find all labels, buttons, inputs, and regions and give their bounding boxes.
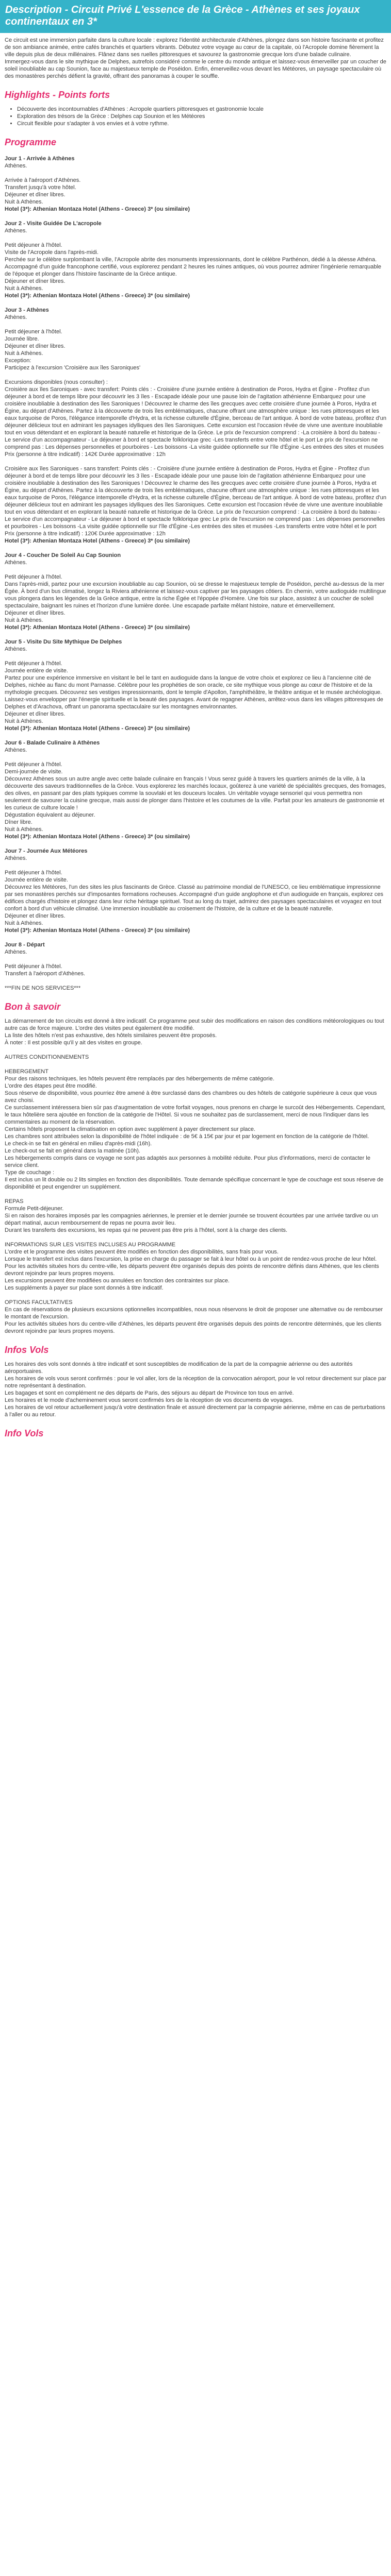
day-text: Arrivée à l'aéroport d'Athènes. (5, 177, 81, 183)
programme-day (5, 638, 386, 732)
day-text: Découvrez Athènes sous un autre angle avec cette balade culinaire en français ! Vous serez guidé à travers les quartiers animés de la ville, à la découverte des saveurs traditionnelles de la Grèce. Vous explorerez les marchés locaux, goûterez à une variété de spécialités grecques, des fromages, des olives, en passant par des plats typiques comme la souvlaki et les douceurs locales. Un véritable voyage sensoriel qui vous permettra non seulement de savourer la cuisine grecque, mais aussi de plonger dans l'histoire et les coutumes de la ville. Parfait pour les amateurs de gastronomie et les curieux de culture locale ! (5, 776, 386, 811)
day-text: Croisière aux îles Saroniques - avec transfert: Points clés : - Croisière d'une journée entière à destination de Poros, Hydra et Égine - Profitez d'un déjeuner à bord et de temps libre pour découvrir les 3 îles - Escapade idéale pour une pause loin de l'agitation athénienne Embarquez pour une croisière inoubliable à destination des îles Saroniques ! Découvrez le charme des îles grecques avec cette croisière d'une journée à Poros, Hydra et Égine, au départ d'Athènes. Partez à la découverte de trois îles emblématiques, chacune offrant une atmosphère unique : les rues pittoresques et les eaux turquoise de Poros, l'élégance intemporelle d'Hydra, et la richesse culturelle d'Égine, berceau de l'art antique. À bord de votre bateau, profitez d'un déjeuner délicieux tout en admirant les paysages idylliques des îles Saroniques. Cette excursion est l'occasion rêvée de vivre une aventure inoubliable tout en vous détendant et en explorant la beauté naturelle et historique de la Grèce. Le prix de l'excursion comprend : -La croisière à bord du bateau -Le service d'un accompagnateur - Le déjeuner à bord et spectacle folklorique grec -Les transferts entre votre hôtel et le port Le prix de l'excursion ne comprend pas : Les dépenses personnelles et pourboires - Les boissons -La visite guidée optionnelle sur l'île d'Égine -Les entrées des sites et musées (5, 386, 387, 450)
day-text: Journée entière de visite. (5, 668, 68, 674)
bon-a-savoir-text: HEBERGEMENT (5, 1069, 48, 1075)
day-text: Petit déjeuner à l'hôtel. (5, 963, 62, 970)
day-text: Nuit à Athènes. (5, 350, 43, 357)
highlight-item: • Découverte des incontournables d'Athènes : Acropole quartiers pittoresques et gastronomie locale (17, 106, 386, 113)
intro-paragraph: Ce circuit est une immersion parfaite dans la culture locale : explorez l'identité architecturale d'Athènes, plongez dans son histoire fascinante et profitez de son ambiance animée, entre cafés branchés et quartiers vibrants. Débutez votre voyage au cœur de la capitale, où l'Acropole domine fièrement la ville depuis plus de deux millénaires. Flânez dans ses ruelles pittoresques et savourez la gastronomie grecque lors d'une balade culinaire. (5, 37, 384, 58)
bon-a-savoir-text: REPAS (5, 1198, 24, 1205)
info-vols-text: Les horaires des vols sont donnés à titre indicatif et sont susceptibles de modification de la part de la compagnie aérienne ou des autorités aéroportuaires. (5, 1361, 353, 1375)
day-hotel: Hotel (3*): Athenian Montaza Hotel (Athens - Greece) 3* (ou similaire) (5, 725, 190, 732)
info-vols-heading: Infos Vols (5, 1345, 49, 1355)
programme-day (5, 941, 386, 992)
day-text: Journée entière de visite. (5, 877, 68, 883)
intro (5, 37, 386, 80)
day-text: Déjeuner et dîner libres. (5, 610, 66, 616)
day-title: Jour 8 - Départ (5, 942, 45, 948)
bon-a-savoir-text: Durant les transferts des excursions, les repas qui ne peuvent pas être pris à l'hôtel, sont à la charge des clients. (5, 1227, 288, 1233)
day-text: Petit déjeuner à l'hôtel. (5, 242, 62, 248)
day-text: Journée libre. (5, 336, 39, 342)
day-title: Jour 3 - Athènes (5, 307, 49, 313)
day-text: Déjeuner et dîner libres. (5, 913, 66, 919)
bon-a-savoir-text: Il est inclus un lit double ou 2 lits simples en fonction des disponibilités. Toute demande spécifique concernant le type de couchage est sous réserve de disponibilité et peut engendrer un supplément. (5, 1177, 384, 1190)
bon-a-savoir-text: Formule Petit-déjeuner. (5, 1206, 64, 1212)
bon-a-savoir-text: Le check-out se fait en général dans la matinée (10h). (5, 1148, 140, 1154)
info-vols-heading-2: Info Vols (5, 1428, 44, 1438)
day-title: Jour 5 - Visite Du Site Mythique De Delphes (5, 639, 122, 645)
day-title: Jour 1 - Arrivée à Athènes (5, 156, 75, 162)
day-text: Nuit à Athènes. (5, 617, 43, 623)
day-text: Transfert à l'aéroport d'Athènes. (5, 971, 86, 977)
day-text: Transfert jusqu'à votre hôtel. (5, 184, 76, 191)
day-text: Dîner libre. (5, 819, 32, 825)
day-location: Athènes. (5, 949, 27, 955)
bon-a-savoir-text: L'ordre des étapes peut être modifié. (5, 1083, 97, 1089)
bon-a-savoir-text: Type de couchage : (5, 1170, 55, 1176)
day-text: Petit déjeuner à l'hôtel. (5, 329, 62, 335)
day-title: Jour 6 - Balade Culinaire à Athènes (5, 740, 100, 746)
bon-a-savoir-text: Certains hôtels proposent la climatisation en option avec supplément à payer directement sur place. (5, 1126, 256, 1132)
highlight-item: • Circuit flexible pour s'adapter à vos envies et à votre rythme. (17, 120, 386, 127)
page-title: Description - Circuit Privé L'essence de la Grèce - Athènes et ses joyaux continentaux en 3* (5, 4, 360, 27)
day-hotel: Hotel (3*): Athenian Montaza Hotel (Athens - Greece) 3* (ou similaire) (5, 538, 190, 544)
bon-a-savoir-text: INFORMATIONS SUR LES VISITES INCLUSES AU PROGRAMME (5, 1242, 176, 1248)
day-hotel: Hotel (3*): Athenian Montaza Hotel (Athens - Greece) 3* (ou similaire) (5, 834, 190, 840)
day-text: Visite de l'Acropole dans l'après-midi. (5, 249, 99, 256)
bon-a-savoir-text: À noter : Il est possible qu'il y ait des visites en groupe. (5, 1040, 142, 1046)
programme-day (5, 739, 386, 840)
title-banner (0, 0, 391, 33)
day-text: Perchée sur le célèbre surplombant la ville, l'Acropole abrite des monuments impressionnants, dont le célèbre Parthénon, dédié à la déesse Athéna. Accompagné d'un guide francophone certifié, vous explorerez pendant 2 heures les ruines antiques, où vous pourrez admirer l'ingénierie remarquable de l'époque et plonger dans l'histoire fascinante de la Grèce antique. (5, 257, 382, 277)
day-location: Athènes. (5, 228, 27, 234)
info-vols-text: Les bagages et sont en complément ne des départs de Paris, des séjours au départ de Province ton tous en arrivé. (5, 1390, 294, 1396)
day-text: Prix (personne à titre indicatif) : 142€ Durée approximative : 12h (5, 451, 166, 457)
info-vols-text: Les horaires de vol retour actuellement jusqu'à votre destination finale et assuré directement par la compagnie aérienne, même en cas de perturbations à l'aller ou au retour. (5, 1404, 385, 1418)
day-hotel: Hotel (3*): Athenian Montaza Hotel (Athens - Greece) 3* (ou similaire) (5, 206, 190, 212)
day-text: ***FIN DE NOS SERVICES*** (5, 985, 81, 991)
day-hotel: Hotel (3*): Athenian Montaza Hotel (Athens - Greece) 3* (ou similaire) (5, 624, 190, 631)
day-text: Nuit à Athènes. (5, 718, 43, 724)
day-text: Excursions disponibles (nous consulter) : (5, 379, 108, 385)
day-location: Athènes. (5, 560, 27, 566)
programme-day (5, 220, 386, 299)
highlight-item: • Exploration des trésors de la Grèce : Delphes cap Sounion et les Météores (17, 113, 386, 120)
day-text: Petit déjeuner à l'hôtel. (5, 761, 62, 768)
bon-a-savoir-text: Lorsque le transfert est inclus dans l'excursion, la prise en charge du passager se fait à leur hôtel ou à un point de rendez-vous proche de leur hôtel. Pour les activités situées hors du centre-ville, les départs peuvent être organisés depuis des points de rencontre définis dans Athènes, que les clients devront rejoindre par leurs propres moyens. (5, 1256, 379, 1277)
bon-a-savoir-text: En cas de réservations de plusieurs excursions optionnelles incompatibles, nous nous réservons le droit de proposer une alternative ou de rembourser le montant de l'excursion. (5, 1307, 383, 1320)
day-hotel: Hotel (3*): Athenian Montaza Hotel (Athens - Greece) 3* (ou similaire) (5, 927, 190, 934)
day-text: Déjeuner et dîner libres. (5, 192, 66, 198)
bon-a-savoir-text: Ce surclassement intéressera bien sûr pas d'augmentation de votre forfait voyages, nous prenons en charge le surcoût des Hébergements. Cependant, le taux hôtelière sera ajoutée en fonction de la catégorie de l'Hôtel. Si vous ne souhaitez pas de surclassement, merci de nous l'indiquer dans les commentaires au moment de la réservation. (5, 1105, 386, 1125)
day-text: Croisière aux îles Saroniques - sans transfert: Points clés : - Croisière d'une journée entière à destination de Poros, Hydra et Égine - Profitez d'un déjeuner à bord et de temps libre pour découvrir les 3 îles - Escapade idéale pour une pause loin de l'agitation athénienne Embarquez pour une croisière inoubliable à destination des îles Saroniques ! Découvrez le charme des îles grecques avec cette croisière d'une journée à Poros, Hydra et Égine, au départ d'Athènes. Partez à la découverte de trois îles emblématiques, chacune offrant une atmosphère unique : les rues pittoresques et les eaux turquoise de Poros, l'élégance intemporelle d'Hydra, et la richesse culturelle d'Égine, berceau de l'art antique. À bord de votre bateau, profitez d'un déjeuner délicieux tout en admirant les paysages idylliques des îles Saroniques. Cette excursion est l'occasion rêvée de vivre une aventure inoubliable tout en vous détendant et en explorant la beauté naturelle et historique de la Grèce. Le prix de l'excursion comprend : -La croisière à bord du bateau -Le service d'un accompagnateur - Le déjeuner à bord et spectacle folklorique grec Le prix de l'excursion ne comprend pas : Les dépenses personnelles et pourboires - Les boissons -La visite guidée optionnelle sur l'île d'Égine -Les entrées des sites et musées -Les transferts entre votre hôtel et le port (5, 466, 387, 530)
info-vols-text: Les horaires de vols vous seront confirmés : pour le vol aller, lors de la réception de la convocation aéroport, pour le vol retour directement sur place par notre représentant à destination. (5, 1376, 386, 1389)
programme-day (5, 307, 386, 545)
day-text: Déjeuner et dîner libres. (5, 711, 66, 717)
info-vols-body (5, 1361, 386, 1418)
programme-day (5, 848, 386, 934)
info-vols-text: Les horaires et le mode d'acheminement vous seront confirmés lors de la réception de vos documents de voyages. (5, 1397, 294, 1403)
day-hotel: Hotel (3*): Athenian Montaza Hotel (Athens - Greece) 3* (ou similaire) (5, 293, 190, 299)
intro-paragraph: Immergez-vous dans le site mythique de Delphes, autrefois considéré comme le centre du monde antique et laissez-vous émerveiller par un coucher de soleil inoubliable au cap Sounion, face au majestueux temple de Poséidon. Enfin, émerveillez-vous devant les Météores, un paysage spectaculaire où des monastères perchés défient la gravité, offrant des panoramas à couper le souffle. (5, 59, 386, 79)
bon-a-savoir-text: Pour les activités situées hors du centre-ville d'Athènes, les départs peuvent être organisés depuis des points de rencontre déterminés, que les clients devront rejoindre par leurs propres moyens. (5, 1321, 382, 1334)
day-text: Nuit à Athènes. (5, 826, 43, 833)
day-text: Participez à l'excursion 'Croisière aux îles Saroniques' (5, 365, 141, 371)
bon-a-savoir-text: L'ordre et le programme des visites peuvent être modifiés en fonction des disponibilités, sans frais pour vous. (5, 1249, 279, 1255)
bon-a-savoir-text: La démarrement de ton circuits est donné à titre indicatif. Ce programme peut subir des modifications en raison des conditions météorologiques ou tout autre cas de force majeure. L'ordre des visites peut également être modifié. (5, 1018, 384, 1031)
day-text: Petit déjeuner à l'hôtel. (5, 660, 62, 667)
day-location: Athènes. (5, 855, 27, 861)
bon-a-savoir-text: Les chambres sont attribuées selon la disponibilité de l'hôtel indiquée : de 5€ à 15€ par jour et par logement en fonction de la catégorie de l'hôtel. (5, 1133, 369, 1140)
day-text: Dégustation équivalent au déjeuner. (5, 812, 95, 818)
programme-heading: Programme (5, 137, 57, 147)
day-text: Déjeuner et dîner libres. (5, 278, 66, 284)
bon-a-savoir-text: Pour des raisons techniques, les hôtels peuvent être remplacés par des hébergements de même catégorie. (5, 1076, 274, 1082)
bon-a-savoir-text: Les hébergements compris dans ce voyage ne sont pas adaptés aux personnes à mobilité réduite. Pour plus d'informations, merci de contacter le service client. (5, 1155, 370, 1168)
bon-a-savoir-text: Sous réserve de disponibilité, vous pourriez être amené à être surclassé dans des chambres ou des hôtels de catégorie supérieure à ceux que vous avez choisi. (5, 1090, 377, 1104)
day-text: Nuit à Athènes. (5, 920, 43, 926)
bon-a-savoir-text: Les suppléments à payer sur place sont donnés à titre indicatif. (5, 1285, 164, 1291)
bon-a-savoir-body (5, 1018, 386, 1335)
day-text: Déjeuner et dîner libres. (5, 343, 66, 349)
day-text: Dans l'après-midi, partez pour une excursion inoubliable au cap Sounion, où se dresse le majestueux temple de Poséidon, perché au-dessus de la mer Égée. À bord d'un bus climatisé, longez la Riviera athénienne et laissez-vous captiver par les paysages côtiers. En chemin, votre audioguide multilingue vous plongera dans les légendes de la Grèce antique, entre la riche Égée et l'épopée d'Homère. Une fois sur place, assistez à un coucher de soleil spectaculaire, baignant les ruines et l'horizon d'une lumière dorée. Une escapade parfaite mêlant histoire, nature et émerveillement. (5, 581, 386, 609)
day-location: Athènes. (5, 314, 27, 320)
day-location: Athènes. (5, 163, 27, 169)
bon-a-savoir-text: Si en raison des horaires imposés par les compagnies aériennes, le premier et le dernier journée se trouvent écourtées par une arrivée tardive ou un départ matinal, aucun remboursement de repas ne pourra avoir lieu. (5, 1213, 378, 1226)
day-text: Découvrez les Météores, l'un des sites les plus fascinants de Grèce. Classé au patrimoine mondial de l'UNESCO, ce lieu emblématique impressionne par ses monastères perchés sur d'imposantes formations rocheuses. Accompagné d'un guide anglophone et d'un audioguide en français, explorez ces édifices chargés d'histoire et plongez dans leur riche héritage spirituel. Tout au long du trajet, admirez des paysages spectaculaires et voyagez en tout confort à bord d'un véhicule climatisé. Une immersion inoubliable au croisement de l'histoire, de la culture et de la beauté naturelle. (5, 884, 383, 912)
bon-a-savoir-text: AUTRES CONDITIONNEMENTS (5, 1054, 89, 1060)
day-text: Demi-journée de visite. (5, 769, 63, 775)
day-text: Nuit à Athènes. (5, 285, 43, 292)
day-text: Partez pour une expérience immersive en visitant le bel le tant en audioguide dans la langue de votre choix et explorez ce lieu à l'ancienne cité de Delphes, nichée au flanc du mont Parnasse. Célèbre pour les prophéties de son oracle, ce site mythique vous plonge au cœur de l'histoire et de la mythologie grecques. Découvrez ses vestiges impressionnants, dont le temple d'Apollon, l'amphithéâtre, le théâtre antique et le musée archéologique. Laissez-vous envelopper par l'énergie spirituelle et la beauté des paysages. Avant de regagner Athènes, arrêtez-vous dans les villages pittoresques de Delphes et d'Arachova, offrant un panorama spectaculaire sur les montagnes environnantes. (5, 675, 383, 710)
day-title: Jour 7 - Journée Aux Météores (5, 848, 88, 854)
highlights-list (5, 106, 386, 127)
day-location: Athènes. (5, 646, 27, 652)
day-text: Exception: (5, 358, 31, 364)
day-location: Athènes. (5, 747, 27, 753)
programme-days (5, 155, 386, 992)
day-text: Petit déjeuner à l'hôtel. (5, 574, 62, 580)
day-text: Prix (personne à titre indicatif) : 120€ Durée approximative : 12h (5, 531, 166, 537)
programme-day (5, 155, 386, 213)
bon-a-savoir-text: Les excursions peuvent être modifiées ou annulées en fonction des contraintes sur place. (5, 1278, 230, 1284)
bon-a-savoir-heading: Bon à savoir (5, 1002, 61, 1012)
programme-day (5, 552, 386, 631)
day-title: Jour 2 - Visite Guidée De L'acropole (5, 221, 102, 227)
content (0, 37, 391, 1439)
bon-a-savoir-text: La liste des hôtels n'est pas exhaustive, des hôtels similaires peuvent être proposés. (5, 1032, 217, 1039)
highlights-heading: Highlights - Points forts (5, 90, 110, 100)
day-text: Nuit à Athènes. (5, 199, 43, 205)
day-text: Petit déjeuner à l'hôtel. (5, 870, 62, 876)
bon-a-savoir-text: OPTIONS FACULTATIVES (5, 1299, 73, 1306)
day-title: Jour 4 - Coucher De Soleil Au Cap Sounion (5, 552, 121, 558)
bon-a-savoir-text: Le check-in se fait en général en milieu d'après-midi (16h). (5, 1141, 152, 1147)
